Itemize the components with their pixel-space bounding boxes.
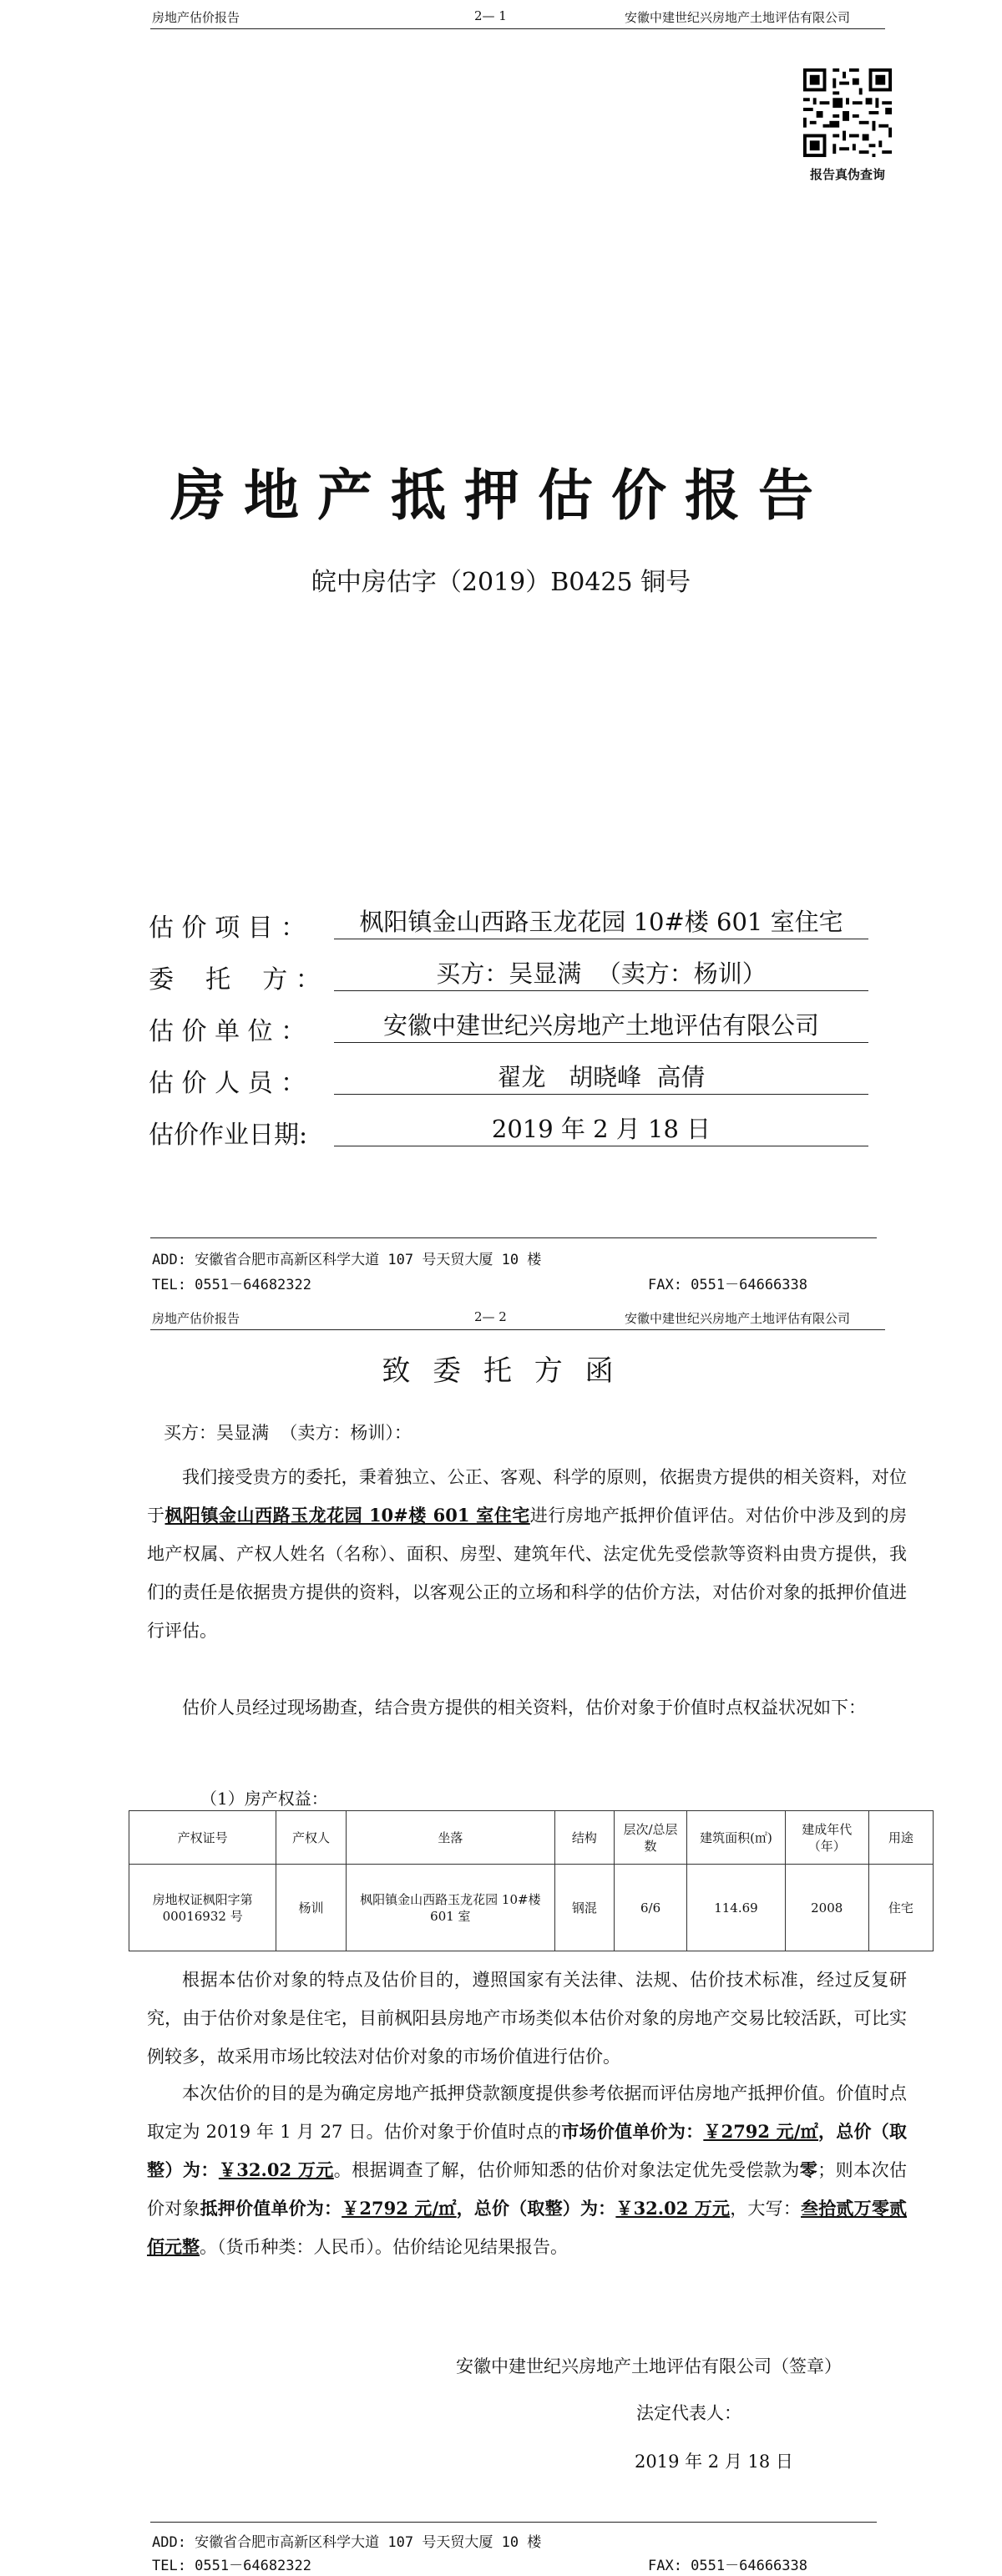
footer-tel: TEL: 0551－64682322	[152, 1277, 311, 1293]
property-rights-table	[129, 1810, 934, 1951]
table-cell: 6/6	[614, 1865, 687, 1951]
header-left: 房地产估价报告	[152, 10, 240, 25]
qr-code-icon[interactable]	[800, 65, 895, 160]
col-header: 建筑面积(㎡)	[687, 1811, 785, 1865]
signature-date: 2019 年 2 月 18 日	[635, 2452, 793, 2472]
table-caption: （1）房产权益：	[200, 1789, 328, 1809]
footer-address: ADD: 安徽省合肥市高新区科学大道 107 号天贸大厦 10 楼	[152, 1252, 542, 1268]
field-label-client: 委 托 方 ：	[149, 965, 321, 994]
paragraph-2: 估价人员经过现场勘查，结合贵方提供的相关资料，估价对象于价值时点权益状况如下：	[182, 1698, 866, 1718]
table-cell: 钢混	[554, 1865, 614, 1951]
mortgage-total-price: ￥32.02 万元	[615, 2198, 731, 2219]
signature-company: 安徽中建世纪兴房地产土地评估有限公司（签章）	[456, 2356, 842, 2376]
header-page-number: 2— 2	[474, 1309, 507, 1324]
field-label-project: 估 价 项 目 ：	[149, 913, 306, 943]
table-cell: 114.69	[687, 1865, 785, 1951]
field-value-appraisers: 翟龙 胡晓峰 高倩	[334, 1060, 868, 1095]
footer-fax: FAX: 0551－64666338	[648, 1277, 807, 1293]
report-number: 皖中房估字（2019）B0425 铜号	[311, 568, 691, 597]
col-header: 结构	[554, 1811, 614, 1865]
market-unit-price: ￥2792 元/㎡	[703, 2121, 819, 2142]
property-address: 枫阳镇金山西路玉龙花园 10#楼 601 室住宅	[164, 1505, 530, 1526]
qr-caption: 报告真伪查询	[809, 167, 885, 182]
field-value-project: 枫阳镇金山西路玉龙花园 10#楼 601 室住宅	[334, 905, 868, 939]
field-label-appraisers: 估 价 人 员 ：	[149, 1069, 306, 1098]
footer-address: ADD: 安徽省合肥市高新区科学大道 107 号天贸大厦 10 楼	[152, 2534, 542, 2551]
table-cell: 杨训	[276, 1865, 346, 1951]
field-label-unit: 估 价 单 位 ：	[149, 1017, 306, 1046]
salutation: 买方：吴显满 （卖方：杨训）：	[164, 1423, 412, 1443]
field-value-client: 买方：吴显满 （卖方：杨训）	[334, 957, 868, 991]
table-header-row	[129, 1811, 934, 1865]
header-right: 安徽中建世纪兴房地产土地评估有限公司	[625, 1311, 851, 1326]
header-page-number: 2— 1	[474, 8, 507, 23]
field-value-date: 2019 年 2 月 18 日	[334, 1112, 868, 1146]
paragraph-3: 根据本估价对象的特点及估价目的，遵照国家有关法律、法规、估价技术标准，经过反复研究，由于估价对象是住宅，目前枫阳县房地产市场类似本估价对象的房地产交易比较活跃，可比实例较多，故采用市场比较法对估价对象的市场价值进行估价。	[147, 1970, 907, 2067]
field-label-date: 估价作业日期:	[149, 1121, 308, 1150]
footer-rule	[150, 1237, 877, 1238]
table-cell: 2008	[785, 1865, 868, 1951]
col-header: 坐落	[346, 1811, 554, 1865]
table-cell: 住宅	[868, 1865, 933, 1951]
field-value-unit: 安徽中建世纪兴房地产土地评估有限公司	[334, 1009, 868, 1043]
col-header: 产权人	[276, 1811, 346, 1865]
footer-tel: TEL: 0551－64682322	[152, 2558, 311, 2574]
market-total-price: ￥32.02 万元	[218, 2159, 334, 2180]
amount-in-words: 叁拾贰万零贰佰元整	[147, 2198, 908, 2257]
footer-fax: FAX: 0551－64666338	[648, 2558, 807, 2574]
mortgage-unit-price: ￥2792 元/㎡	[342, 2198, 457, 2219]
paragraph-4: 本次估价的目的是为确定房地产抵押贷款额度提供参考依据而评估房地产抵押价值。价值时点取定为 2019 年 1 月 27 日。估价对象于价值时点的市场价值单价为：￥2792 元/㎡，总价（取整）为：￥32.02 万元。根据调查了解，估价师知悉的估价对象法定优先受偿款为零；则本次估价对象抵押价值单价为：￥2792 元/㎡，总价（取整）为：￥32.02 万元，大写：叁拾贰万零贰佰元整。（货币种类：人民币）。估价结论见结果报告。	[147, 2083, 908, 2257]
header-right: 安徽中建世纪兴房地产土地评估有限公司	[625, 10, 851, 25]
col-header: 用途	[868, 1811, 933, 1865]
col-header: 层次/总层数	[614, 1811, 687, 1865]
header-rule	[150, 1329, 885, 1330]
table-cell: 房地权证枫阳字第 00016932 号	[129, 1865, 276, 1951]
header-rule	[150, 28, 885, 29]
header-left: 房地产估价报告	[152, 1311, 240, 1326]
table-row	[129, 1865, 934, 1951]
footer-rule	[150, 2522, 877, 2523]
paragraph-1: 我们接受贵方的委托，秉着独立、公正、客观、科学的原则，依据贵方提供的相关资料，对位于枫阳镇金山西路玉龙花园 10#楼 601 室住宅进行房地产抵押价值评估。对估价中涉及到的房地产权属、产权人姓名（名称）、面积、房型、建筑年代、法定优先受偿款等资料由贵方提供，我们的责任是依据贵方提供的资料，以客观公正的立场和科学的估价方法，对估价对象的抵押价值进行评估。	[147, 1467, 907, 1641]
col-header: 建成年代（年）	[785, 1811, 868, 1865]
col-header: 产权证号	[129, 1811, 276, 1865]
signature-legal-rep: 法定代表人：	[636, 2403, 741, 2423]
table-cell: 枫阳镇金山西路玉龙花园 10#楼 601 室	[346, 1865, 554, 1951]
page-title: 房地产抵押估价报告	[170, 463, 832, 528]
letter-title: 致 委 托 方 函	[382, 1354, 620, 1388]
